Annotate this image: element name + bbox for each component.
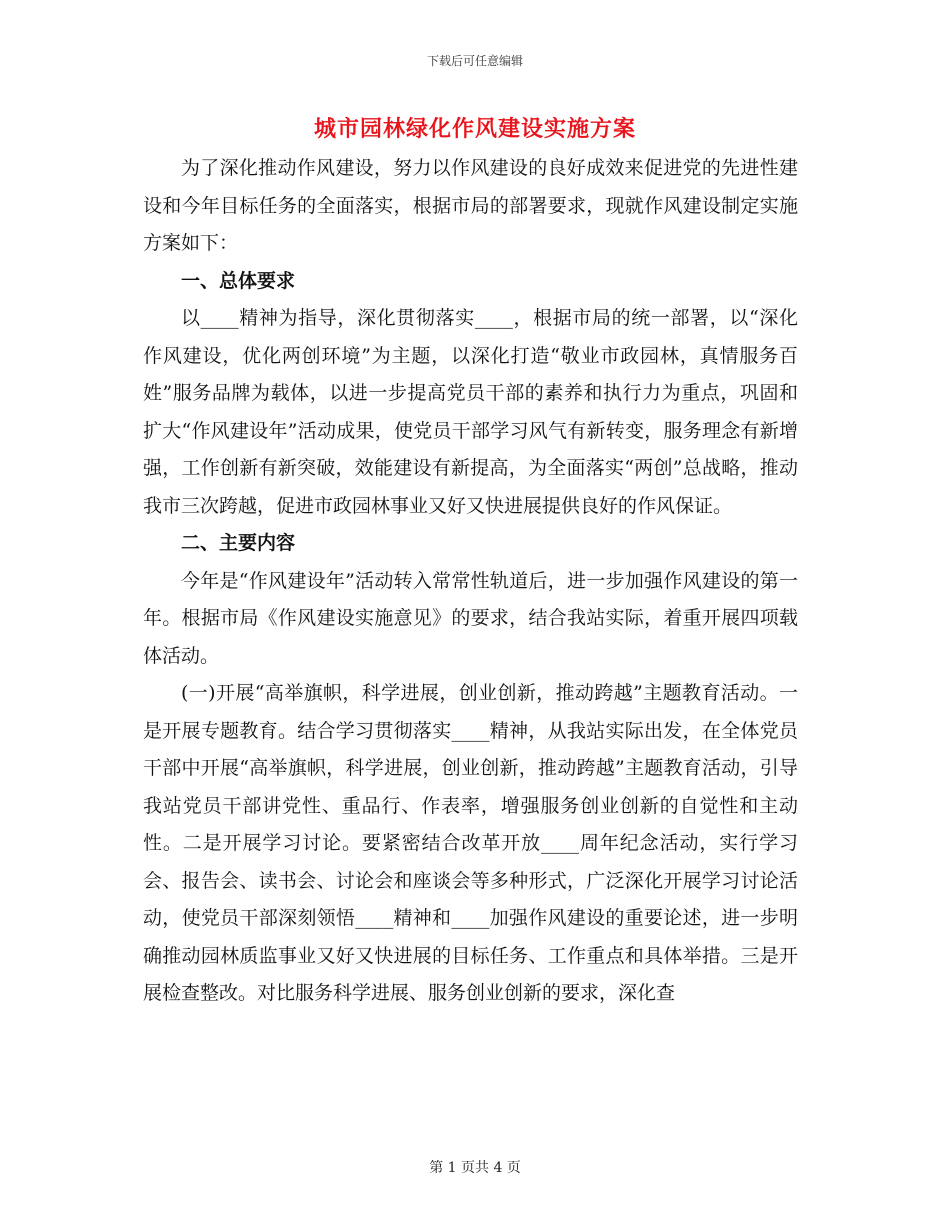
page-header-note: 下载后可任意编辑 (426, 54, 523, 68)
section-paragraph-main-content: 今年是“作风建设年”活动转入常常性轨道后，进一步加强作风建设的第一年。根据市局《作风建设实施意见》的要求，结合我站实际，着重开展四项载体活动。 (143, 569, 798, 667)
page-number-footer: 第 1 页共 4 页 (429, 1160, 521, 1176)
intro-paragraph: 为了深化推动作风建设，努力以作风建设的良好成效来促进党的先进性建设和今年目标任务的全面落实，根据市局的部署要求，现就作风建设制定实施方案如下： (143, 157, 798, 254)
section-paragraph-overall-requirements: 以____精神为指导，深化贯彻落实____，根据市局的统一部署，以“深化作风建设，优化两创环境”为主题，以深化打造“敬业市政园林，真情服务百姓”服务品牌为载体，以进一步提高党员干部的素养和执行力为重点，巩固和扩大“作风建设年”活动成果，使党员干部学习风气有新转变，服务理念有新增强，工作创新有新突破，效能建设有新提高，为全面落实“两创”总战略，推动我市三次跨越，促进市政园林事业又好又快进展提供良好的作风保证。 (143, 307, 798, 517)
section-heading-overall-requirements: 一、总体要求 (181, 269, 296, 292)
section-heading-main-content: 二、主要内容 (181, 532, 296, 554)
document-body (143, 150, 798, 1013)
section-paragraph-item-1: (一)开展“高举旗帜，科学进展，创业创新，推动跨越”主题教育活动。一是开展专题教育。结合学习贯彻落实____精神，从我站实际出发，在全体党员干部中开展“高举旗帜，科学进展，创业创新，推动跨越”主题教育活动，引导我站党员干部讲党性、重品行、作表率，增强服务创业创新的自觉性和主动性。二是开展学习讨论。要紧密结合改革开放____周年纪念活动，实行学习会、报告会、读书会、讨论会和座谈会等多种形式，广泛深化开展学习讨论活动，使党员干部深刻领悟____精神和____加强作风建设的重要论述，进一步明确推动园林质监事业又好又快进展的目标任务、工作重点和具体举措。三是开展检查整改。对比服务科学进展、服务创业创新的要求，深化查 (143, 682, 798, 1004)
document-title: 城市园林绿化作风建设实施方案 (313, 116, 636, 142)
